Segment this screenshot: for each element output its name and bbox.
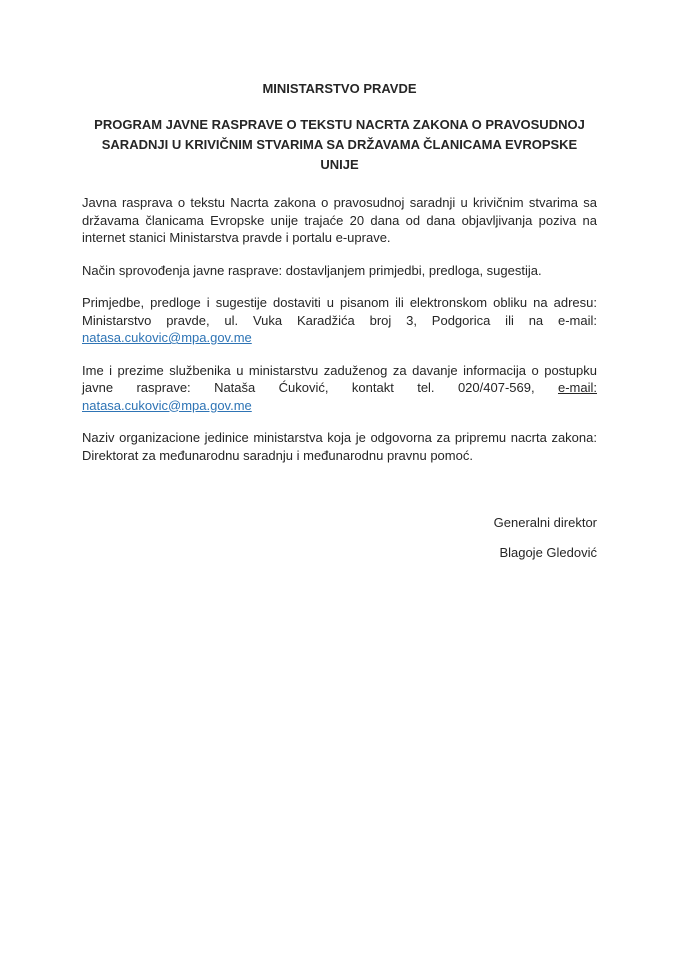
paragraph-contact-officer bbox=[82, 362, 597, 415]
signature-role: Generalni direktor bbox=[493, 515, 597, 530]
paragraph-responsible-unit: Naziv organizacione jedinice ministarstva koja je odgovorna za pripremu nacrta zakona: Direktorat za međunarodnu saradnju i međunarodnu pravnu pomoć. bbox=[82, 430, 597, 463]
email-link-contact[interactable]: natasa.cukovic@mpa.gov.me bbox=[82, 397, 252, 413]
submission-address-text: Primjedbe, predloge i sugestije dostaviti u pisanom ili elektronskom obliku na adresu: Ministarstvo pravde, ul. Vuka Karadžića broj 3, Podgorica ili na e-mail: bbox=[82, 295, 597, 328]
paragraph-debate-duration: Javna rasprava o tekstu Nacrta zakona o pravosudnoj saradnji u krivičnim stvarima sa državama članicama Evropske unije trajaće 20 dana od dana objavljivanja poziva na internet stanici Ministarstva pravde i portalu e-uprave. bbox=[82, 195, 597, 245]
signature-name: Blagoje Gledović bbox=[499, 545, 597, 560]
document-title: PROGRAM JAVNE RASPRAVE O TEKSTU NACRTA ZAKONA O PRAVOSUDNOJ SARADNJI U KRIVIČNIM STVARIMA SA DRŽAVAMA ČLANICAMA EVROPSKE UNIJE bbox=[94, 117, 585, 172]
email-link-address[interactable]: natasa.cukovic@mpa.gov.me bbox=[82, 330, 252, 345]
signature-block bbox=[82, 514, 597, 561]
email-label: e-mail: bbox=[557, 380, 597, 395]
paragraph-submission-address bbox=[82, 294, 597, 347]
contact-officer-text: Ime i prezime službenika u ministarstvu zaduženog za davanje informacija o postupku javne rasprave: Nataša Ćuković, kontakt tel. 020/407-569, bbox=[82, 362, 597, 395]
org-header: MINISTARSTVO PRAVDE bbox=[262, 81, 417, 96]
paragraph-debate-method: Način sprovođenja javne rasprave: dostavljanjem primjedbi, predloga, sugestija. bbox=[82, 262, 542, 278]
